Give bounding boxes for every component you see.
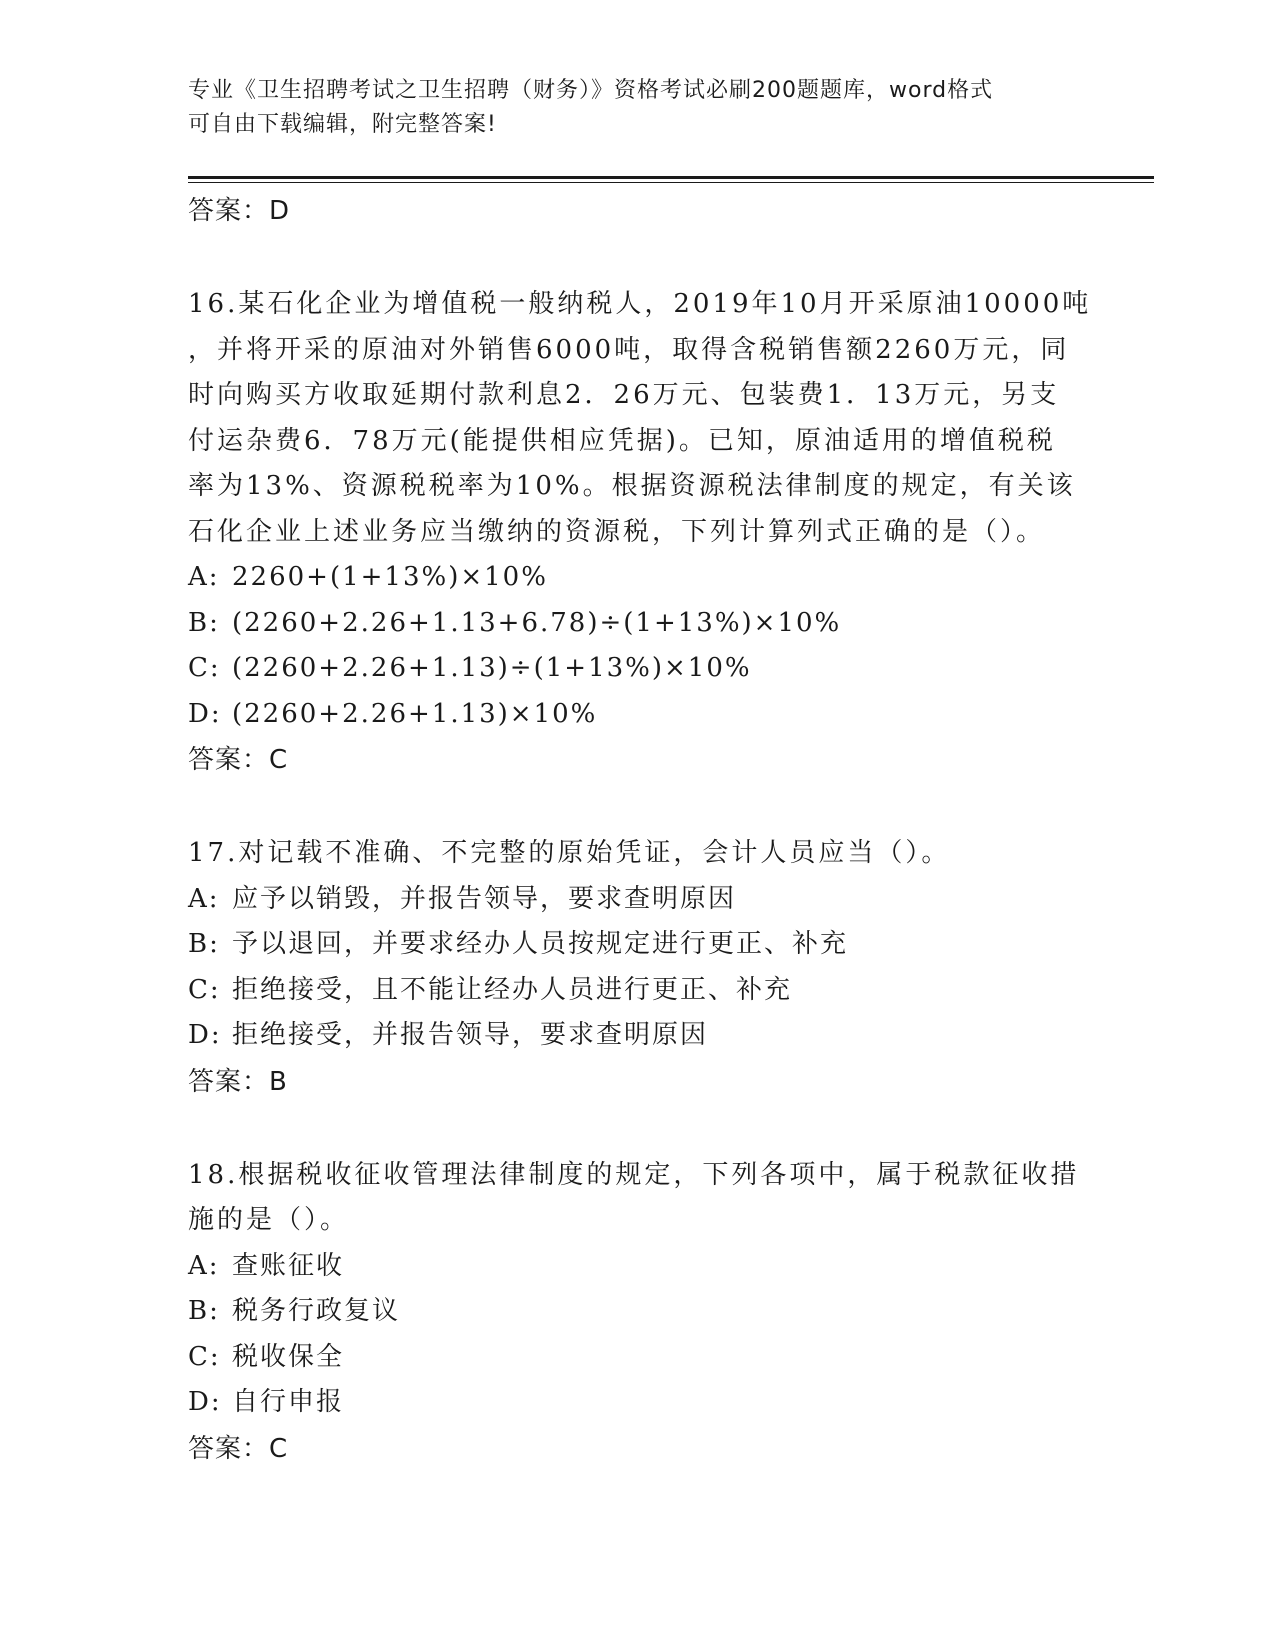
option-a <box>188 1244 1088 1290</box>
question-text-line: 施的是（）。 <box>188 1205 350 1235</box>
page-header <box>188 74 1068 142</box>
document-body <box>188 188 1092 1472</box>
option-text: 予以退回，并要求经办人员按规定进行更正、补充 <box>232 929 849 959</box>
option-d <box>188 1013 1088 1059</box>
question-text-line: 率为13%、资源税税率为10%。根据资源税法律制度的规定，有关该 <box>188 471 1076 501</box>
header-line-1: 专业《卫生招聘考试之卫生招聘（财务）》资格考试必刷200题题库，word格式 <box>188 78 994 103</box>
question-text-line: 16.某石化企业为增值税一般纳税人，2019年10月开采原油10000吨 <box>188 289 1092 319</box>
option-text: 查账征收 <box>232 1250 345 1281</box>
option-d <box>188 1380 1088 1426</box>
question-text-line: 时向购买方收取延期付款利息2．26万元、包装费1．13万元，另支 <box>188 380 1060 410</box>
question-text-line: 18.根据税收征收管理法律制度的规定，下列各项中，属于税款征收措 <box>188 1159 1080 1190</box>
option-a <box>188 877 1088 923</box>
question-16 <box>188 282 1092 783</box>
answer-line: 答案：C <box>188 1433 289 1464</box>
option-label: B: <box>188 1296 220 1326</box>
option-label: C: <box>188 1341 221 1372</box>
option-label: A: <box>188 1250 220 1281</box>
option-c <box>188 968 1088 1014</box>
header-divider-thin <box>188 182 1154 183</box>
option-text: 应予以销毁，并报告领导，要求查明原因 <box>232 883 737 914</box>
option-label: C: <box>188 653 221 683</box>
header-divider-thick <box>188 176 1154 179</box>
option-label: B: <box>188 607 220 638</box>
option-text: (2260+2.26+1.13+6.78)÷(1+13%)×10% <box>232 607 842 638</box>
option-b <box>188 601 1088 647</box>
option-label: A: <box>188 562 220 592</box>
question-text-line: ，并将开采的原油对外销售6000吨，取得含税销售额2260万元，同 <box>188 334 1070 365</box>
option-text: 拒绝接受，并报告领导，要求查明原因 <box>232 1020 709 1050</box>
header-line-2: 可自由下载编辑，附完整答案! <box>188 112 497 137</box>
answer-line: 答案：D <box>188 196 291 226</box>
answer-line: 答案：C <box>188 745 289 775</box>
option-label: D: <box>188 1387 222 1417</box>
option-label: C: <box>188 974 221 1005</box>
option-text: (2260+2.26+1.13)×10% <box>232 698 598 729</box>
question-17 <box>188 831 1088 1105</box>
option-text: 税务行政复议 <box>232 1296 401 1326</box>
option-label: D: <box>188 698 222 729</box>
question-18 <box>188 1153 1088 1472</box>
question-text-line: 17.对记载不准确、不完整的原始凭证，会计人员应当（）。 <box>188 838 951 868</box>
option-b <box>188 922 1088 968</box>
option-d <box>188 692 1088 738</box>
option-text: 税收保全 <box>232 1341 345 1372</box>
option-label: A: <box>188 883 220 914</box>
option-b <box>188 1289 1088 1335</box>
option-text: 2260+(1+13%)×10% <box>232 562 548 592</box>
option-text: (2260+2.26+1.13)÷(1+13%)×10% <box>232 653 752 683</box>
option-label: D: <box>188 1020 222 1050</box>
option-a <box>188 555 1088 601</box>
question-text-line: 付运杂费6．78万元(能提供相应凭据)。已知，原油适用的增值税税 <box>188 425 1056 456</box>
option-text: 拒绝接受，且不能让经办人员进行更正、补充 <box>232 974 793 1005</box>
answer-line: 答案：B <box>188 1066 288 1097</box>
option-c <box>188 1335 1088 1381</box>
option-c <box>188 646 1088 692</box>
option-label: B: <box>188 929 220 959</box>
option-text: 自行申报 <box>232 1387 345 1417</box>
question-text-line: 石化企业上述业务应当缴纳的资源税，下列计算列式正确的是（）。 <box>188 516 1046 547</box>
